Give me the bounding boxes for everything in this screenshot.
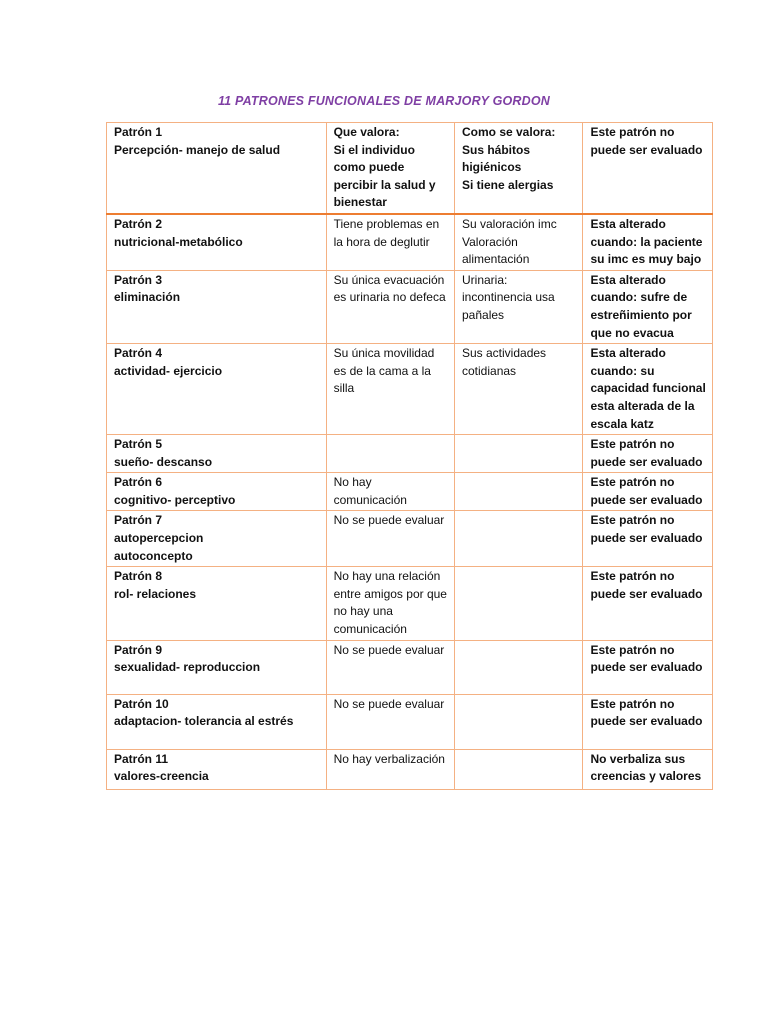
pattern-name: nutricional-metabólico (114, 234, 243, 249)
how-assessed-cell (455, 749, 583, 789)
what-assessed-cell: No hay comunicación (326, 473, 454, 511)
pattern-number: Patrón 10 (114, 696, 169, 711)
status-cell: Este patrón no puede ser evaluado (583, 511, 713, 567)
what-assessed-cell: Tiene problemas en la hora de deglutir (326, 214, 454, 270)
what-assessed-cell: Su única evacuación es urinaria no defeca (326, 270, 454, 343)
pattern-name: rol- relaciones (114, 586, 197, 601)
status-cell: Esta alterado cuando: su capacidad funcional esta alterada de la escala katz (583, 344, 713, 435)
how-assessed-cell (455, 511, 583, 567)
status-cell: Este patrón no puede ser evaluado (583, 473, 713, 511)
pattern-number: Patrón 6 (114, 475, 163, 490)
pattern-number: Patrón 3 (114, 272, 163, 287)
how-assessed-cell (455, 694, 583, 749)
pattern-name: autopercepcion autoconcepto (114, 531, 204, 563)
pattern-name: eliminación (114, 290, 181, 305)
pattern-number: Patrón 8 (114, 569, 163, 584)
pattern-name: adaptacion- tolerancia al estrés (114, 714, 294, 729)
table-row (107, 511, 713, 567)
what-assessed-cell: No se puede evaluar (326, 640, 454, 694)
pattern-cell (107, 435, 327, 473)
patterns-table (106, 122, 713, 790)
table-row (107, 473, 713, 511)
status-cell: Esta alterado cuando: sufre de estreñimiento por que no evacua (583, 270, 713, 343)
pattern-number: Patrón 2 (114, 216, 163, 231)
document-title: 11 PATRONES FUNCIONALES DE MARJORY GORDON (217, 94, 551, 108)
pattern-cell (107, 123, 327, 214)
table-row (107, 344, 713, 435)
table-row (107, 270, 713, 343)
pattern-number: Patrón 5 (114, 437, 163, 452)
pattern-cell (107, 473, 327, 511)
what-assessed-cell: Que valora: Si el individuo como puede percibir la salud y bienestar (326, 123, 454, 214)
table-row (107, 749, 713, 789)
status-cell: Este patrón no puede ser evaluado (583, 435, 713, 473)
table-row (107, 435, 713, 473)
pattern-number: Patrón 7 (114, 513, 163, 528)
what-assessed-cell: Su única movilidad es de la cama a la silla (326, 344, 454, 435)
pattern-number: Patrón 11 (114, 751, 169, 766)
table-row (107, 214, 713, 270)
status-cell: No verbaliza sus creencias y valores (583, 749, 713, 789)
pattern-number: Patrón 1 (114, 125, 163, 139)
how-assessed-cell: Su valoración imc Valoración alimentación (455, 214, 583, 270)
pattern-cell (107, 567, 327, 640)
status-cell: Esta alterado cuando: la paciente su imc es muy bajo (583, 214, 713, 270)
status-cell: Este patrón no puede ser evaluado (583, 567, 713, 640)
what-assessed-cell: No hay verbalización (326, 749, 454, 789)
pattern-number: Patrón 4 (114, 346, 163, 361)
table-row (107, 123, 713, 214)
how-assessed-cell (455, 435, 583, 473)
pattern-cell (107, 270, 327, 343)
how-assessed-cell (455, 640, 583, 694)
pattern-cell (107, 344, 327, 435)
what-assessed-cell: No se puede evaluar (326, 694, 454, 749)
pattern-cell (107, 694, 327, 749)
table-row (107, 567, 713, 640)
pattern-cell (107, 511, 327, 567)
pattern-name: sueño- descanso (114, 454, 213, 469)
table-row (107, 640, 713, 694)
how-assessed-cell (455, 567, 583, 640)
table-row (107, 694, 713, 749)
pattern-number: Patrón 9 (114, 642, 163, 657)
what-assessed-cell (326, 435, 454, 473)
what-assessed-cell: No se puede evaluar (326, 511, 454, 567)
pattern-name: Percepción- manejo de salud (114, 142, 281, 157)
pattern-name: valores-creencia (114, 769, 209, 784)
pattern-cell (107, 214, 327, 270)
how-assessed-cell: Sus actividades cotidianas (455, 344, 583, 435)
pattern-cell (107, 640, 327, 694)
pattern-cell (107, 749, 327, 789)
what-assessed-cell: No hay una relación entre amigos por que no hay una comunicación (326, 567, 454, 640)
pattern-name: cognitivo- perceptivo (114, 492, 236, 507)
how-assessed-cell: Como se valora: Sus hábitos higiénicos Si tiene alergias (455, 123, 583, 214)
how-assessed-cell: Urinaria: incontinencia usa pañales (455, 270, 583, 343)
pattern-name: actividad- ejercicio (114, 363, 223, 378)
status-cell: Este patrón no puede ser evaluado (583, 640, 713, 694)
status-cell: Este patrón no puede ser evaluado (583, 694, 713, 749)
status-cell: Este patrón no puede ser evaluado (583, 123, 713, 214)
how-assessed-cell (455, 473, 583, 511)
pattern-name: sexualidad- reproduccion (114, 660, 261, 675)
